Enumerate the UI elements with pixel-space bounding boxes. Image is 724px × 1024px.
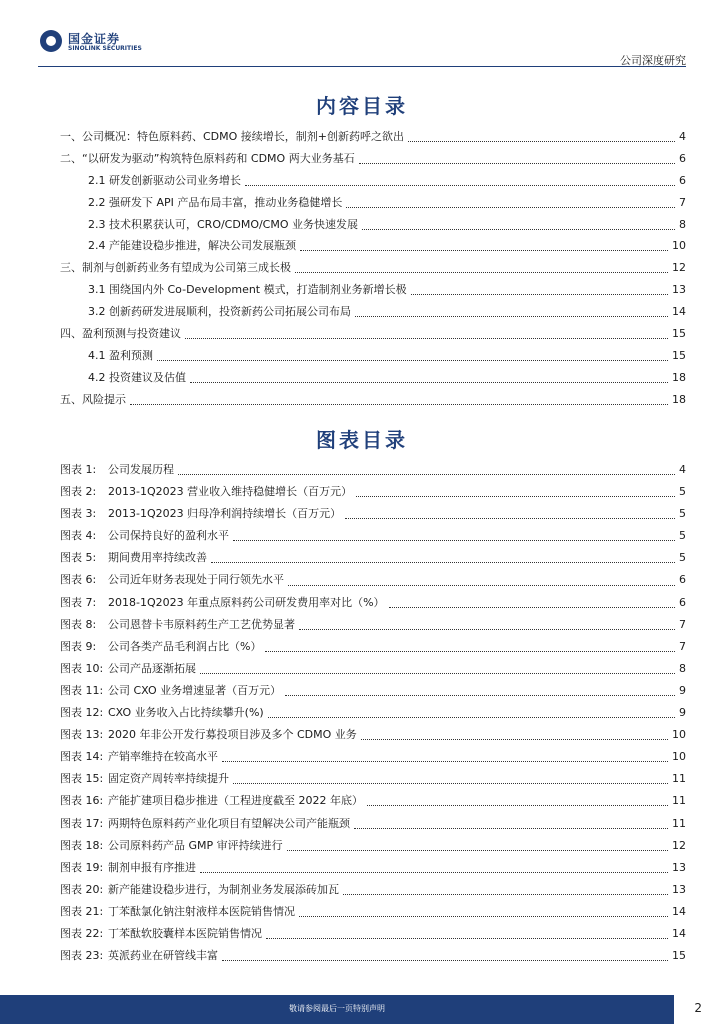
entry-title: CXO 业务收入占比持续攀升(%) — [108, 706, 264, 720]
entry-page-number: 10 — [672, 239, 686, 253]
entry-title: 3.2 创新药研发进展顺利，投资新药公司拓展公司布局 — [88, 305, 351, 319]
entry-page-number: 4 — [679, 463, 686, 476]
sinolink-logo — [40, 30, 140, 54]
figure-entry[interactable] — [60, 702, 686, 724]
entry-title: 公司保持良好的盈利水平 — [108, 529, 229, 543]
dot-leader — [299, 628, 675, 630]
dot-leader — [300, 249, 668, 251]
entry-title: 丁苯酞氯化钠注射液样本医院销售情况 — [108, 904, 295, 918]
figure-number: 图表 6: — [60, 573, 97, 587]
figure-number: 图表 15: — [60, 772, 104, 786]
entry-page-number: 13 — [672, 882, 686, 896]
figure-number: 图表 20: — [60, 882, 104, 896]
figure-number: 图表 5: — [60, 551, 97, 565]
entry-title: 2.3 技术积累获认可，CRO/CDMO/CMO 业务快速发展 — [88, 217, 359, 231]
entry-title: 2020 年非公开发行募投项目涉及多个 CDMO 业务 — [108, 728, 357, 742]
entry-page-number: 5 — [679, 507, 686, 521]
entry-title: 公司原料药产品 GMP 审评持续进行 — [108, 838, 283, 852]
dot-leader — [130, 403, 668, 405]
entry-title: 产能扩建项目稳步推进（工程进度截至 2022 年底） — [108, 794, 363, 808]
logo-english-name: SINOLINK SECURITIES — [68, 45, 142, 52]
dot-leader — [359, 162, 675, 164]
figure-number: 图表 17: — [60, 816, 104, 830]
dot-leader — [345, 517, 675, 519]
entry-title: 公司恩替卡韦原料药生产工艺优势显著 — [108, 617, 295, 631]
dot-leader — [157, 359, 668, 361]
dot-leader — [346, 206, 675, 208]
entry-page-number: 14 — [672, 904, 686, 918]
figure-number: 图表 7: — [60, 595, 97, 609]
figure-entry[interactable] — [60, 768, 686, 790]
entry-page-number: 5 — [679, 485, 686, 499]
toc-entry[interactable] — [60, 126, 686, 148]
entry-page-number: 12 — [672, 838, 686, 852]
figure-number: 图表 10: — [60, 661, 104, 675]
dot-leader — [285, 694, 675, 696]
dot-leader — [295, 271, 668, 273]
entry-page-number: 18 — [672, 370, 686, 384]
figure-entry[interactable] — [60, 614, 686, 636]
toc-title: 内容目录 — [316, 94, 408, 118]
dot-leader — [233, 539, 675, 541]
figure-entry[interactable] — [60, 680, 686, 702]
entry-page-number: 15 — [672, 327, 686, 341]
logo-mark-icon — [40, 30, 62, 52]
figure-number: 图表 9: — [60, 639, 97, 653]
entry-page-number: 8 — [679, 661, 686, 675]
figure-entry[interactable] — [60, 901, 686, 923]
figure-entry[interactable] — [60, 857, 686, 879]
figure-entry[interactable] — [60, 525, 686, 547]
figure-number: 图表 12: — [60, 706, 104, 720]
dot-leader — [389, 606, 675, 608]
toc-entry[interactable] — [60, 257, 686, 279]
entry-title: 2013-1Q2023 归母净利润持续增长（百万元） — [108, 507, 342, 521]
entry-title: 公司 CXO 业务增速显著（百万元） — [108, 683, 282, 697]
entry-title: 公司近年财务表现处于同行领先水平 — [108, 573, 284, 587]
figure-number: 图表 16: — [60, 794, 104, 808]
report-type-label: 公司深度研究 — [620, 54, 686, 67]
dot-leader — [222, 959, 668, 961]
figure-entry[interactable] — [60, 459, 686, 481]
entry-title: 公司各类产品毛利润占比（%） — [108, 639, 262, 653]
dot-leader — [190, 381, 668, 383]
figure-number: 图表 18: — [60, 838, 104, 852]
figure-entry[interactable] — [60, 923, 686, 945]
dot-leader — [362, 228, 675, 230]
entry-title: 4.2 投资建议及估值 — [88, 370, 186, 384]
figure-number: 图表 1: — [60, 463, 97, 476]
entry-page-number: 13 — [672, 860, 686, 874]
dot-leader — [185, 337, 668, 339]
logo-chinese-name: 国金证券 — [68, 32, 121, 46]
page-header — [0, 0, 724, 66]
entry-page-number: 11 — [672, 794, 686, 808]
toc-entry[interactable] — [60, 367, 686, 389]
toc-entry[interactable] — [60, 279, 686, 301]
entry-page-number: 15 — [672, 949, 686, 963]
figure-entry[interactable] — [60, 790, 686, 812]
figure-number: 图表 14: — [60, 750, 104, 764]
entry-page-number: 12 — [672, 261, 686, 275]
entry-page-number: 10 — [672, 728, 686, 742]
entry-page-number: 6 — [679, 573, 686, 587]
entry-page-number: 4 — [679, 130, 686, 143]
table-of-contents — [60, 126, 686, 411]
figure-number: 图表 3: — [60, 507, 97, 521]
dot-leader — [361, 738, 668, 740]
dot-leader — [287, 849, 668, 851]
entry-page-number: 14 — [672, 305, 686, 319]
toc-entry[interactable] — [60, 301, 686, 323]
entry-page-number: 7 — [679, 195, 686, 209]
entry-title: 3.1 围绕国内外 Co-Development 模式，打造制剂业务新增长极 — [88, 283, 407, 297]
footer-bar — [0, 995, 674, 1024]
figure-number: 图表 13: — [60, 728, 104, 742]
figure-number: 图表 8: — [60, 617, 97, 631]
figure-number: 图表 11: — [60, 683, 104, 697]
dot-leader — [299, 915, 668, 917]
dot-leader — [222, 760, 668, 762]
figure-entry[interactable] — [60, 945, 686, 967]
entry-page-number: 11 — [672, 772, 686, 786]
page-footer — [0, 995, 724, 1024]
entry-page-number: 9 — [679, 683, 686, 697]
entry-title: 英派药业在研管线丰富 — [108, 949, 218, 963]
entry-title: 三、制剂与创新药业务有望成为公司第三成长极 — [60, 261, 291, 275]
figure-entry[interactable] — [60, 592, 686, 614]
entry-page-number: 5 — [679, 529, 686, 543]
list-of-figures — [60, 459, 686, 967]
entry-page-number: 9 — [679, 706, 686, 720]
entry-title: 固定资产周转率持续提升 — [108, 772, 229, 786]
figure-number: 图表 22: — [60, 926, 104, 940]
entry-title: 产销率维持在较高水平 — [108, 750, 218, 764]
entry-title: 4.1 盈利预测 — [88, 348, 153, 362]
entry-title: 制剂申报有序推进 — [108, 860, 196, 874]
entry-title: 2013-1Q2023 营业收入维持稳健增长（百万元） — [108, 485, 353, 499]
dot-leader — [178, 473, 675, 475]
entry-page-number: 11 — [672, 816, 686, 830]
figure-number: 图表 2: — [60, 485, 97, 499]
dot-leader — [411, 293, 668, 295]
dot-leader — [356, 495, 675, 497]
entry-page-number: 10 — [672, 750, 686, 764]
dot-leader — [367, 804, 668, 806]
figure-entry[interactable] — [60, 879, 686, 901]
figure-entry[interactable] — [60, 636, 686, 658]
entry-title: 2.2 强研发下 API 产品布局丰富，推动业务稳健增长 — [88, 195, 343, 209]
dot-leader — [233, 782, 668, 784]
dot-leader — [288, 584, 675, 586]
entry-title: 五、风险提示 — [60, 392, 126, 406]
dot-leader — [355, 315, 668, 317]
figure-entry[interactable] — [60, 569, 686, 591]
dot-leader — [245, 184, 675, 186]
entry-page-number: 15 — [672, 348, 686, 362]
entry-page-number: 7 — [679, 639, 686, 653]
entry-page-number: 14 — [672, 926, 686, 940]
entry-title: 公司发展历程 — [108, 463, 174, 476]
dot-leader — [265, 650, 675, 652]
entry-title: 公司产品逐渐拓展 — [108, 661, 196, 675]
figure-entry[interactable] — [60, 547, 686, 569]
dot-leader — [354, 827, 668, 829]
entry-title: 2018-1Q2023 年重点原料药公司研发费用率对比（%） — [108, 595, 385, 609]
toc-entry[interactable] — [60, 235, 686, 257]
entry-title: 2.4 产能建设稳步推进，解决公司发展瓶颈 — [88, 239, 296, 253]
dot-leader — [211, 561, 675, 563]
figure-entry[interactable] — [60, 746, 686, 768]
entry-title: 2.1 研发创新驱动公司业务增长 — [88, 173, 241, 187]
entry-page-number: 6 — [679, 173, 686, 187]
toc-entry[interactable] — [60, 170, 686, 192]
page-number: 2 — [694, 1001, 702, 1015]
entry-page-number: 13 — [672, 283, 686, 297]
toc-entry[interactable] — [60, 389, 686, 411]
figure-entry[interactable] — [60, 813, 686, 835]
toc-entry[interactable] — [60, 214, 686, 236]
toc-entry[interactable] — [60, 148, 686, 170]
entry-page-number: 7 — [679, 617, 686, 631]
dot-leader — [343, 893, 668, 895]
footer-disclaimer: 敬请参阅最后一页特别声明 — [289, 1004, 385, 1013]
header-divider — [38, 66, 686, 67]
toc-entry[interactable] — [60, 323, 686, 345]
figure-entry[interactable] — [60, 481, 686, 503]
toc-entry[interactable] — [60, 192, 686, 214]
entry-title: 一、公司概况：特色原料药、CDMO 接续增长，制剂+创新药呼之欲出 — [60, 130, 405, 143]
dot-leader — [200, 672, 675, 674]
entry-title: 丁苯酞软胶囊样本医院销售情况 — [108, 926, 262, 940]
entry-page-number: 8 — [679, 217, 686, 231]
dot-leader — [266, 937, 668, 939]
dot-leader — [200, 871, 668, 873]
figure-entry[interactable] — [60, 503, 686, 525]
figure-number: 图表 23: — [60, 949, 104, 963]
entry-title: 期间费用率持续改善 — [108, 551, 207, 565]
entry-title: 四、盈利预测与投资建议 — [60, 327, 181, 341]
toc-entry[interactable] — [60, 345, 686, 367]
entry-page-number: 5 — [679, 551, 686, 565]
figure-entry[interactable] — [60, 658, 686, 680]
figure-entry[interactable] — [60, 835, 686, 857]
dot-leader — [268, 716, 675, 718]
entry-title: 两期特色原料药产业化项目有望解决公司产能瓶颈 — [108, 816, 350, 830]
entry-page-number: 6 — [679, 595, 686, 609]
figure-entry[interactable] — [60, 724, 686, 746]
dot-leader — [408, 140, 675, 142]
figure-number: 图表 4: — [60, 529, 97, 543]
entry-page-number: 18 — [672, 392, 686, 406]
entry-page-number: 6 — [679, 151, 686, 165]
entry-title: 二、“以研发为驱动”构筑特色原料药和 CDMO 两大业务基石 — [60, 151, 355, 165]
figure-list-title: 图表目录 — [316, 428, 408, 452]
figure-number: 图表 21: — [60, 904, 104, 918]
entry-title: 新产能建设稳步进行，为制剂业务发展添砖加瓦 — [108, 882, 339, 896]
figure-number: 图表 19: — [60, 860, 104, 874]
